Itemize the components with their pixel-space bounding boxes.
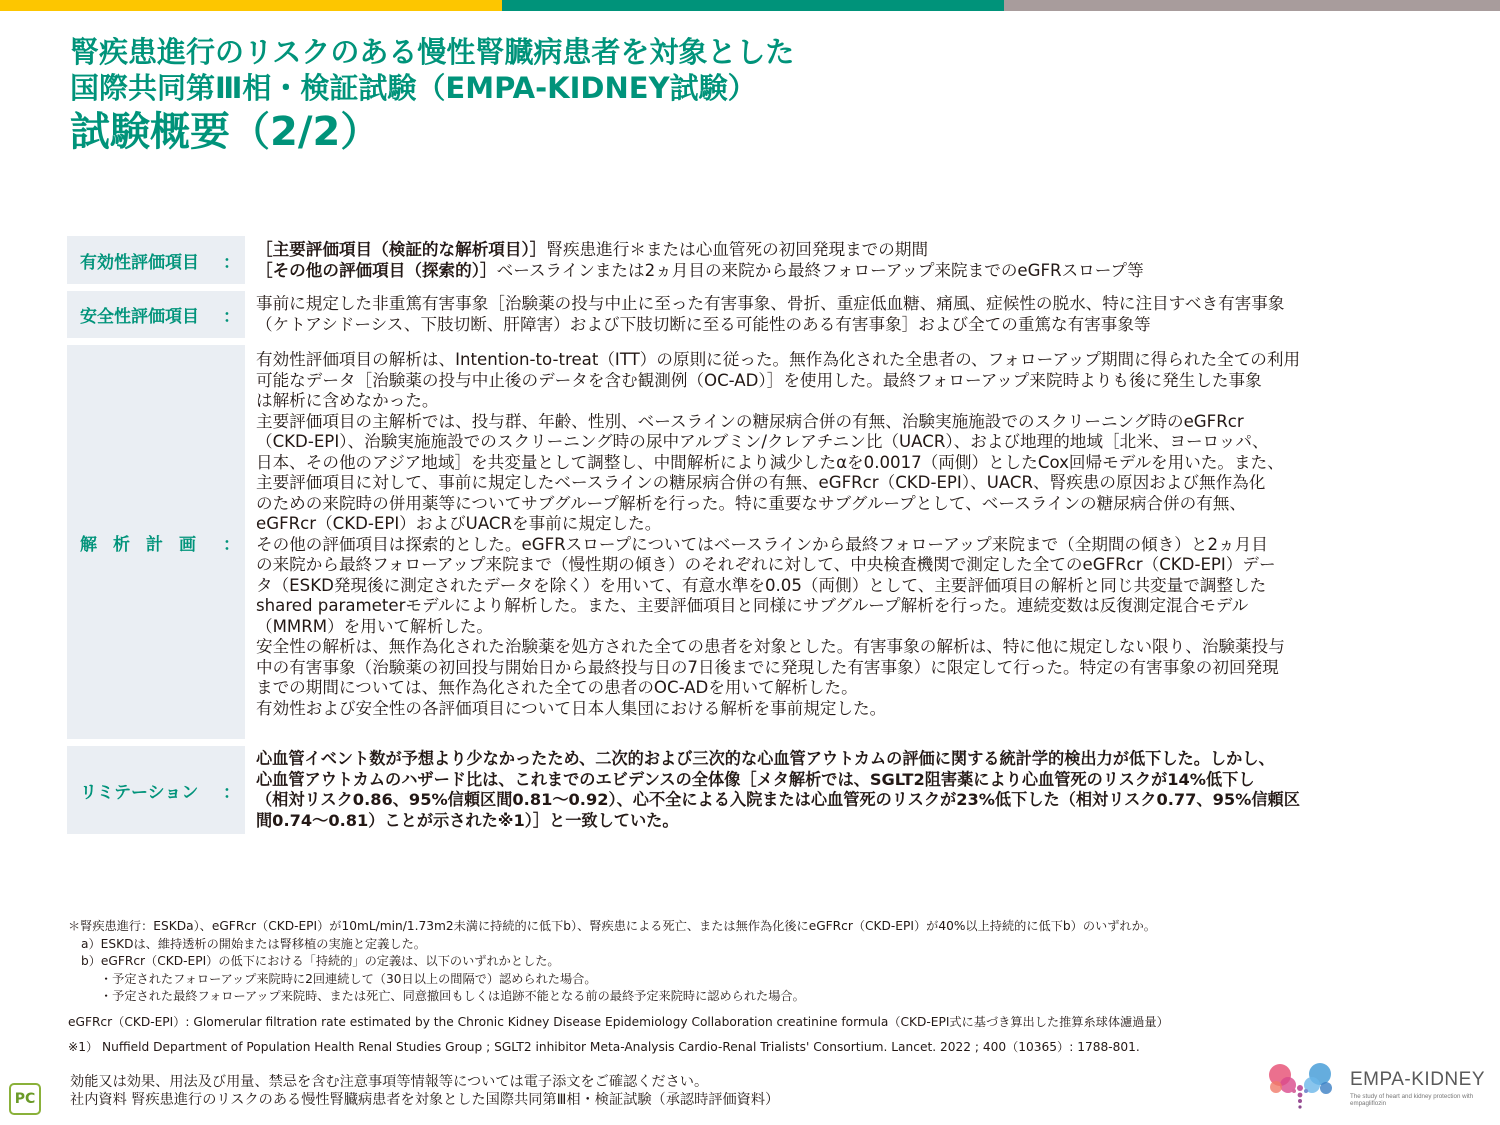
analysis-line: 有効性評価項目の解析は、Intention-to-treat（ITT）の原則に従った。無作為化された全患者の、フォローアップ期間に得られた全ての利用 — [256, 350, 1301, 369]
label-colon: ： — [223, 252, 240, 273]
analysis-line: までの期間については、無作為化された全ての患者のOC-ADを用いて解析した。 — [256, 678, 858, 697]
other-endpoint-text: ベースラインまたは2ヵ月目の来院から最終フォローアップ来院までのeGFRスロープ等 — [496, 260, 1144, 280]
title-line-3: 試験概要（2/2） — [70, 109, 381, 155]
analysis-line: eGFRcr（CKD-EPI）およびUACRを事前に規定した。 — [256, 514, 662, 533]
footnote-reference: ※1） Nuffield Department of Population Health Renal Studies Group ; SGLT2 inhibitor Meta-Analysis Cardio-Renal Trialists' Consortium. Lancet. 2022 ; 400（10365）: 1788-801. — [68, 1040, 1140, 1054]
limitation-line: （相対リスク0.86、95%信頼区間0.81～0.92）、心不全による入院または心血管死のリスクが23%低下した（相対リスク0.77、95%信頼区 — [256, 790, 1300, 809]
row-safety — [67, 291, 1447, 338]
title-line-2: 国際共同第Ⅲ相・検証試験（EMPA-KIDNEY試験） — [70, 71, 757, 105]
label-text: 解析計画 — [80, 534, 212, 555]
logo-tagline: The study of heart and kidney protection with empagliflozin — [1350, 1093, 1474, 1107]
safety-line: （ケトアシドーシス、下肢切断、肝障害）および下肢切断に至る可能性のある有害事象］および全ての重篤な有害事象等 — [256, 314, 1151, 334]
label-colon: ： — [223, 782, 240, 803]
analysis-line: タ（ESKD発現後に測定されたデータを除く）を用いて、有意水準を0.05（両側）として、主要評価項目の解析と同じ共変量で調整した — [256, 575, 1267, 595]
content-analysis — [245, 345, 1447, 739]
analysis-line: は解析に含めなかった。 — [256, 391, 439, 410]
top-color-bar — [0, 0, 1500, 11]
label-analysis — [67, 345, 245, 739]
other-endpoint-head: ［その他の評価項目（探索的）］ — [256, 260, 497, 280]
title-line-1: 腎疾患進行のリスクのある慢性腎臓病患者を対象とした — [70, 35, 795, 69]
row-limitation — [67, 746, 1447, 834]
summary-table — [67, 236, 1447, 841]
limitation-line: 間0.74～0.81）ことが示された※1）］と一致していた。 — [256, 810, 679, 830]
footer-line-2: 社内資料 腎疾患進行のリスクのある慢性腎臓病患者を対象とした国際共同第Ⅲ相・検証試験（承認時評価資料） — [70, 1092, 780, 1108]
label-efficacy — [67, 236, 245, 284]
row-analysis — [67, 345, 1447, 739]
analysis-line: （MMRM）を用いて解析した。 — [256, 616, 494, 636]
content-limitation — [245, 746, 1447, 834]
label-text: リミテーション — [80, 782, 199, 803]
top-bar-yellow — [0, 0, 502, 11]
analysis-line: 有効性および安全性の各評価項目について日本人集団における解析を事前規定した。 — [256, 698, 887, 718]
efficacy-line — [256, 240, 1447, 261]
analysis-line: その他の評価項目は探索的とした。eGFRスロープについてはベースラインから最終フォローアップ来院まで（全期間の傾き）と2ヵ月目 — [256, 534, 1268, 554]
label-text: 安全性評価項目 — [80, 307, 199, 327]
safety-line: 事前に規定した非重篤有害事象［治験薬の投与中止に至った有害事象、骨折、重症低血糖、痛風、症候性の脱水、特に注目すべき有害事象 — [256, 294, 1285, 313]
analysis-line: 中の有害事象（治験薬の初回投与開始日から最終投与日の7日後までに発現した有害事象）に限定して行った。特定の有害事象の初回発現 — [256, 657, 1279, 677]
analysis-line: のための来院時の併用薬等についてサブグループ解析を行った。特に重要なサブグループとして、ベースラインの糖尿病合併の有無、 — [256, 493, 1246, 513]
footer-text — [70, 1073, 779, 1109]
top-bar-gray — [1004, 0, 1500, 11]
logo-name: EMPA-KIDNEY — [1350, 1069, 1486, 1090]
kidney-dots-icon — [1266, 1058, 1346, 1118]
footnote-abbreviation: eGFRcr（CKD-EPI）: Glomerular filtration rate estimated by the Chronic Kidney Disease Epidemiology Collaboration creatinine formula（CKD-EPI式に基づき算出した推算糸球体濾過量） — [68, 1014, 1169, 1029]
footnote-b: b）eGFRcr（CKD-EPI）の低下における「持続的」の定義は、以下のいずれかとした。 — [81, 954, 560, 968]
efficacy-line — [256, 261, 1447, 282]
analysis-line: 主要評価項目の主解析では、投与群、年齢、性別、ベースラインの糖尿病合併の有無、治験実施施設でのスクリーニング時のeGFRcr — [256, 411, 1244, 431]
footer-line-1: 効能又は効果、用法及び用量、禁忌を含む注意事項等情報等については電子添文をご確認ください。 — [70, 1074, 709, 1090]
content-efficacy — [245, 236, 1447, 284]
primary-endpoint-text: 腎疾患進行＊または心血管死の初回発現までの期間 — [546, 240, 929, 259]
top-bar-green — [502, 0, 1004, 11]
empa-kidney-logo — [1266, 1058, 1492, 1118]
label-text: 有効性評価項目 — [80, 252, 199, 273]
label-colon: ： — [223, 534, 240, 555]
pc-mark-icon: PC — [9, 1083, 41, 1115]
analysis-line: 日本、その他のアジア地域］を共変量として調整し、中間解析により減少したαを0.0017（両側）としたCox回帰モデルを用いた。また、 — [256, 452, 1284, 472]
footnote-b-bullet: ・予定された最終フォローアップ来院時、または死亡、同意撤回もしくは追跡不能となる前の最終予定来院時に認められた場合。 — [100, 989, 805, 1003]
label-safety — [67, 291, 245, 338]
footnote-definition: ＊腎疾患進行：ESKDa）、eGFRcr（CKD-EPI）が10mL/min/1.73m2未満に持続的に低下b）、腎疾患による死亡、または無作為化後にeGFRcr（CKD-EPI）が40%以上持続的に低下b）のいずれか。 — [68, 919, 1156, 933]
limitation-line: 心血管イベント数が予想より少なかったため、二次的および三次的な心血管アウトカムの評価に関する統計学的検出力が低下した。しかし、 — [256, 749, 1275, 768]
footnotes — [68, 918, 1169, 1057]
analysis-line: （CKD-EPI）、治験実施施設でのスクリーニング時の尿中アルブミン/クレアチニン比（UACR）、および地理的地域［北米、ヨーロッパ、 — [256, 432, 1269, 451]
limitation-line: 心血管アウトカムのハザード比は、これまでのエビデンスの全体像［メタ解析では、SGLT2阻害薬により心血管死のリスクが14%低下し — [256, 769, 1255, 789]
analysis-line: 主要評価項目に対して、事前に規定したベースラインの糖尿病合併の有無、eGFRcr（CKD-EPI）、UACR、腎疾患の原因および無作為化 — [256, 473, 1266, 492]
row-efficacy — [67, 236, 1447, 284]
primary-endpoint-head: ［主要評価項目（検証的な解析項目）］ — [256, 240, 547, 259]
page-title — [70, 34, 794, 157]
analysis-line: 可能なデータ［治験薬の投与中止後のデータを含む観測例（OC-AD）］を使用した。最終フォローアップ来院時よりも後に発生した事象 — [256, 370, 1262, 390]
footnote-b-bullet: ・予定されたフォローアップ来院時に2回連続して（30日以上の間隔で）認められた場合。 — [100, 971, 597, 986]
analysis-line: 安全性の解析は、無作為化された治験薬を処方された全ての患者を対象とした。有害事象の解析は、特に他に規定しない限り、治験薬投与 — [256, 637, 1285, 656]
footnote-a: a）ESKDは、維持透析の開始または腎移植の実施と定義した。 — [81, 936, 426, 951]
content-safety — [245, 291, 1447, 338]
label-colon: ： — [223, 307, 240, 327]
analysis-line: shared parameterモデルにより解析した。また、主要評価項目と同様にサブグループ解析を行った。連続変数は反復測定混合モデル — [256, 596, 1249, 615]
analysis-line: の来院から最終フォローアップ来院まで（慢性期の傾き）のそれぞれに対して、中央検査機関で測定した全てのeGFRcr（CKD-EPI）デー — [256, 555, 1276, 574]
label-limitation — [67, 746, 245, 834]
